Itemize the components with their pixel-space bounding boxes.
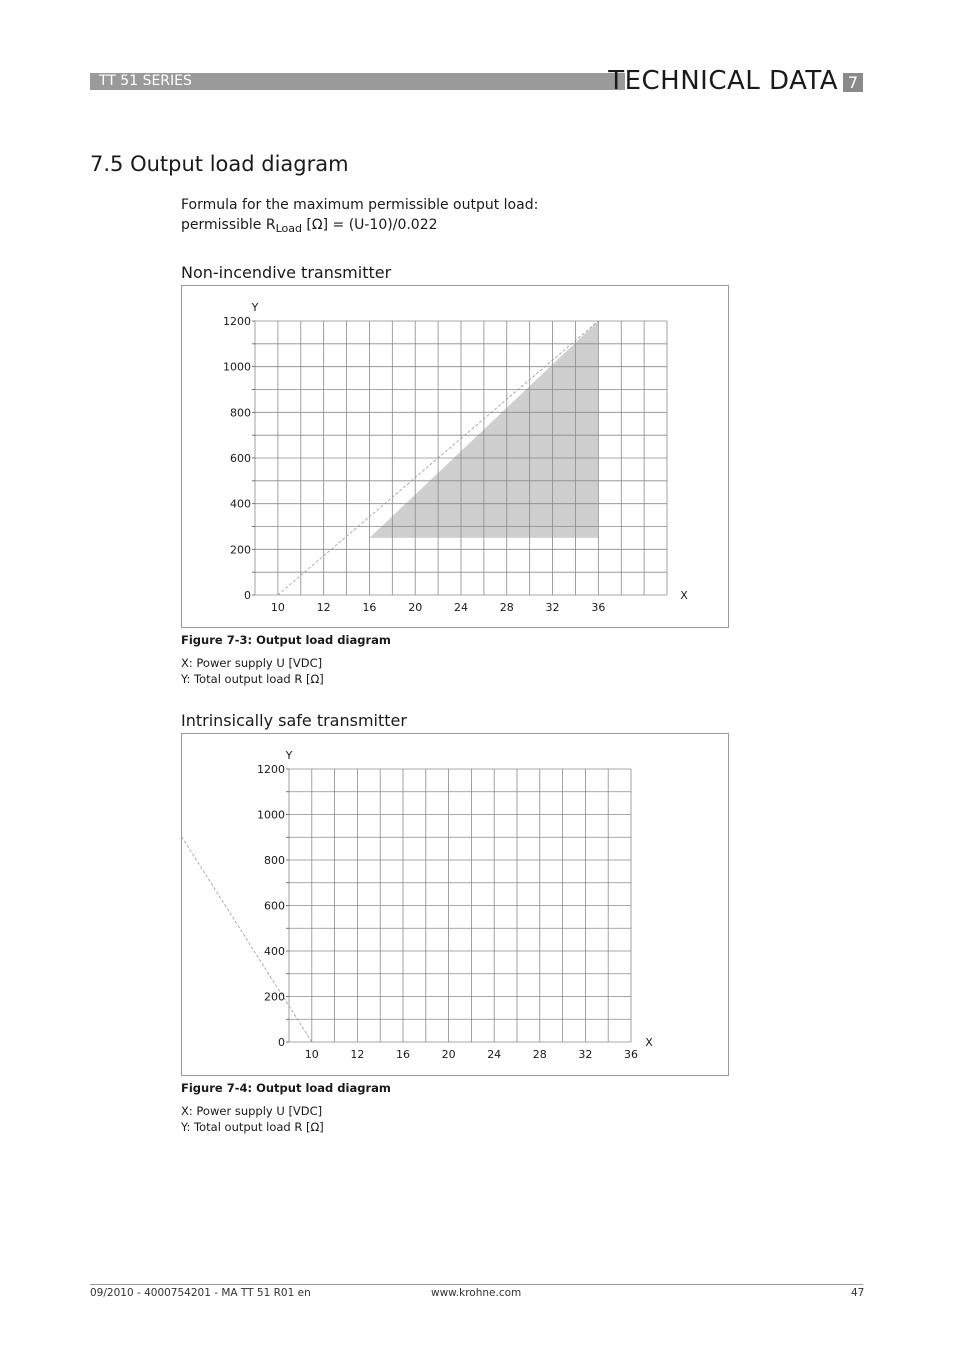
formula-subscript: Load bbox=[275, 222, 302, 235]
y-tick-label: 0 bbox=[278, 1036, 285, 1049]
x-tick-label: 10 bbox=[304, 1048, 319, 1061]
y-tick-label: 1000 bbox=[223, 360, 251, 374]
page-number: 47 bbox=[851, 1287, 865, 1299]
y-tick-label: 1200 bbox=[257, 763, 285, 776]
x-tick-label: 32 bbox=[578, 1048, 593, 1061]
figure-1-note-y: Y: Total output load R [Ω] bbox=[181, 672, 324, 686]
y-tick-label: 200 bbox=[230, 543, 251, 557]
page-heading: 7.5 Output load diagram bbox=[90, 152, 349, 176]
y-tick-label: 800 bbox=[264, 854, 285, 867]
figure-1-caption: Figure 7-3: Output load diagram bbox=[181, 633, 391, 647]
x-tick-label: 10 bbox=[270, 601, 285, 614]
x-tick-label: 12 bbox=[316, 601, 331, 614]
x-tick-label: 36 bbox=[591, 601, 606, 614]
figure-2-caption: Figure 7-4: Output load diagram bbox=[181, 1081, 391, 1095]
y-axis-label: Y bbox=[285, 749, 293, 762]
max-load-reference-line bbox=[182, 837, 312, 1042]
formula-prefix: permissible R bbox=[181, 217, 276, 233]
y-tick-label: 800 bbox=[230, 406, 251, 420]
formula-suffix: [Ω] = (U-10)/0.022 bbox=[301, 217, 438, 233]
x-tick-label: 24 bbox=[487, 1048, 502, 1061]
chart-2-frame bbox=[181, 733, 729, 1076]
x-axis-label: X bbox=[680, 589, 688, 602]
chart-1-svg bbox=[182, 286, 728, 627]
chart-1-frame bbox=[181, 285, 729, 628]
x-tick-label: 20 bbox=[441, 1048, 456, 1061]
footer-doc-id: 09/2010 - 4000754201 - MA TT 51 R01 en bbox=[90, 1287, 311, 1299]
x-axis-label: X bbox=[645, 1036, 653, 1049]
x-tick-label: 24 bbox=[454, 601, 468, 614]
footer-url: www.krohne.com bbox=[431, 1287, 522, 1299]
y-tick-label: 0 bbox=[244, 589, 251, 602]
chart-2-svg bbox=[182, 734, 728, 1075]
y-tick-label: 600 bbox=[230, 452, 251, 465]
formula-expression bbox=[181, 215, 438, 239]
series-label: TT 51 SERIES bbox=[99, 73, 192, 89]
figure-2-note-y: Y: Total output load R [Ω] bbox=[181, 1120, 324, 1134]
x-tick-label: 12 bbox=[350, 1048, 365, 1061]
figure-2-subtitle: Intrinsically safe transmitter bbox=[181, 711, 407, 730]
section-title: TECHNICAL DATA bbox=[608, 66, 838, 96]
y-tick-label: 400 bbox=[230, 497, 251, 511]
x-tick-label: 28 bbox=[532, 1048, 547, 1061]
x-tick-label: 36 bbox=[624, 1048, 638, 1061]
y-axis-label: Y bbox=[251, 301, 259, 314]
y-tick-label: 600 bbox=[264, 899, 285, 913]
y-tick-label: 200 bbox=[264, 990, 285, 1004]
footer-rule bbox=[90, 1284, 863, 1285]
figure-1-subtitle: Non-incendive transmitter bbox=[181, 263, 392, 282]
x-tick-label: 28 bbox=[499, 601, 514, 614]
formula-intro: Formula for the maximum permissible output load: bbox=[181, 197, 539, 213]
chapter-number: 7 bbox=[843, 73, 863, 92]
figure-1-note-x: X: Power supply U [VDC] bbox=[181, 656, 323, 670]
x-tick-label: 16 bbox=[396, 1048, 410, 1061]
x-tick-label: 32 bbox=[545, 601, 560, 614]
y-tick-label: 1200 bbox=[223, 315, 251, 328]
y-tick-label: 400 bbox=[264, 945, 285, 958]
x-tick-label: 20 bbox=[408, 601, 423, 614]
figure-2-note-x: X: Power supply U [VDC] bbox=[181, 1104, 323, 1118]
y-tick-label: 1000 bbox=[257, 808, 285, 822]
x-tick-label: 16 bbox=[362, 601, 377, 614]
